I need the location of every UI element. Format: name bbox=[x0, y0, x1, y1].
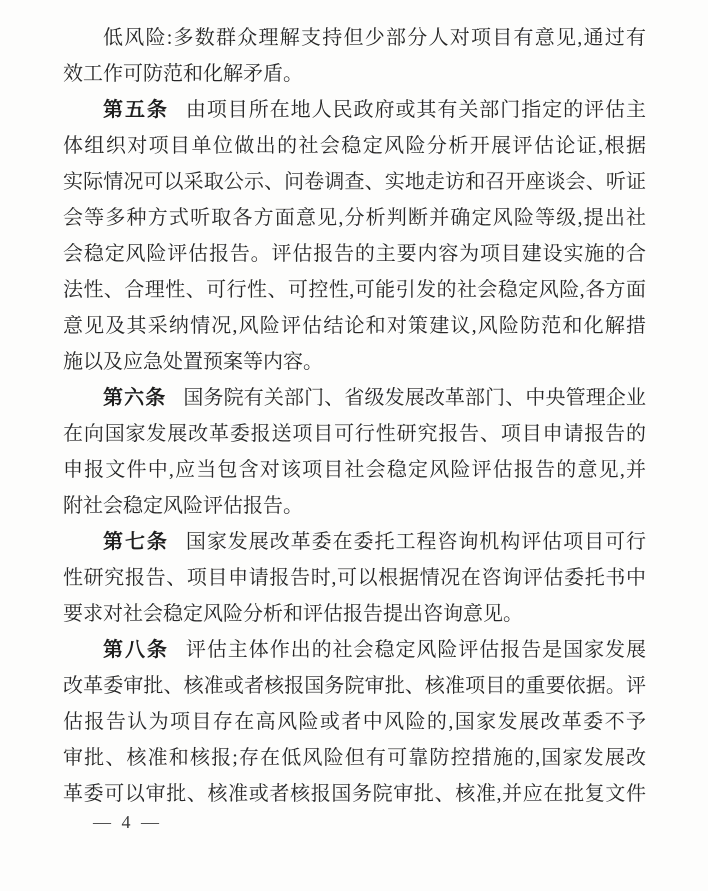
document-body bbox=[63, 20, 646, 812]
text-line bbox=[63, 92, 646, 128]
text-line: 会稳定风险评估报告。评估报告的主要内容为项目建设实施的合 bbox=[63, 243, 646, 265]
article-number: 第五条 bbox=[103, 99, 169, 121]
text-line: 改革委审批、核准或者核报国务院审批、核准项目的重要依据。评 bbox=[63, 675, 646, 697]
text-line: 低风险:多数群众理解支持但少部分人对项目有意见,通过有 bbox=[103, 27, 646, 49]
text-line: 要求对社会稳定风险分析和评估报告提出咨询意见。 bbox=[63, 603, 523, 625]
text-line: 审批、核准和核报;存在低风险但有可靠防控措施的,国家发展改 bbox=[63, 747, 646, 769]
text-line: 意见及其采纳情况,风险评估结论和对策建议,风险防范和化解措 bbox=[63, 315, 646, 337]
text-line: 估报告认为项目存在高风险或者中风险的,国家发展改革委不予 bbox=[63, 711, 646, 733]
article-number: 第六条 bbox=[103, 387, 167, 409]
article-number: 第七条 bbox=[103, 531, 169, 553]
text-line: 实际情况可以采取公示、问卷调查、实地走访和召开座谈会、听证 bbox=[63, 171, 646, 193]
text-line bbox=[63, 632, 646, 668]
text-line: 会等多种方式听取各方面意见,分析判断并确定风险等级,提出社 bbox=[63, 207, 646, 229]
text-line: 附社会稳定风险评估报告。 bbox=[63, 495, 303, 517]
paragraph bbox=[63, 524, 646, 632]
paragraph bbox=[63, 92, 646, 380]
text-line bbox=[63, 380, 646, 416]
text-line: 申报文件中,应当包含对该项目社会稳定风险评估报告的意见,并 bbox=[63, 459, 646, 481]
page-number: — 4 — bbox=[93, 812, 162, 832]
text-line: 革委可以审批、核准或者核报国务院审批、核准,并应在批复文件 bbox=[63, 783, 646, 805]
line-text: 由项目所在地人民政府或其有关部门指定的评估主 bbox=[185, 99, 646, 121]
text-line: 施以及应急处置预案等内容。 bbox=[63, 351, 323, 373]
paragraph bbox=[63, 380, 646, 524]
text-line: 在向国家发展改革委报送项目可行性研究报告、项目申请报告的 bbox=[63, 423, 646, 445]
text-line bbox=[63, 524, 646, 560]
line-text: 国务院有关部门、省级发展改革部门、中央管理企业 bbox=[183, 387, 647, 409]
line-text: 国家发展改革委在委托工程咨询机构评估项目可行 bbox=[185, 531, 646, 553]
text-line: 效工作可防范和化解矛盾。 bbox=[63, 63, 303, 85]
article-number: 第八条 bbox=[103, 639, 169, 661]
paragraph bbox=[63, 632, 646, 812]
text-line: 性研究报告、项目申请报告时,可以根据情况在咨询评估委托书中 bbox=[63, 567, 646, 589]
text-line: 体组织对项目单位做出的社会稳定风险分析开展评估论证,根据 bbox=[63, 135, 646, 157]
line-text: 评估主体作出的社会稳定风险评估报告是国家发展 bbox=[185, 639, 646, 661]
text-line: 法性、合理性、可行性、可控性,可能引发的社会稳定风险,各方面 bbox=[63, 279, 646, 301]
paragraph bbox=[63, 20, 646, 92]
